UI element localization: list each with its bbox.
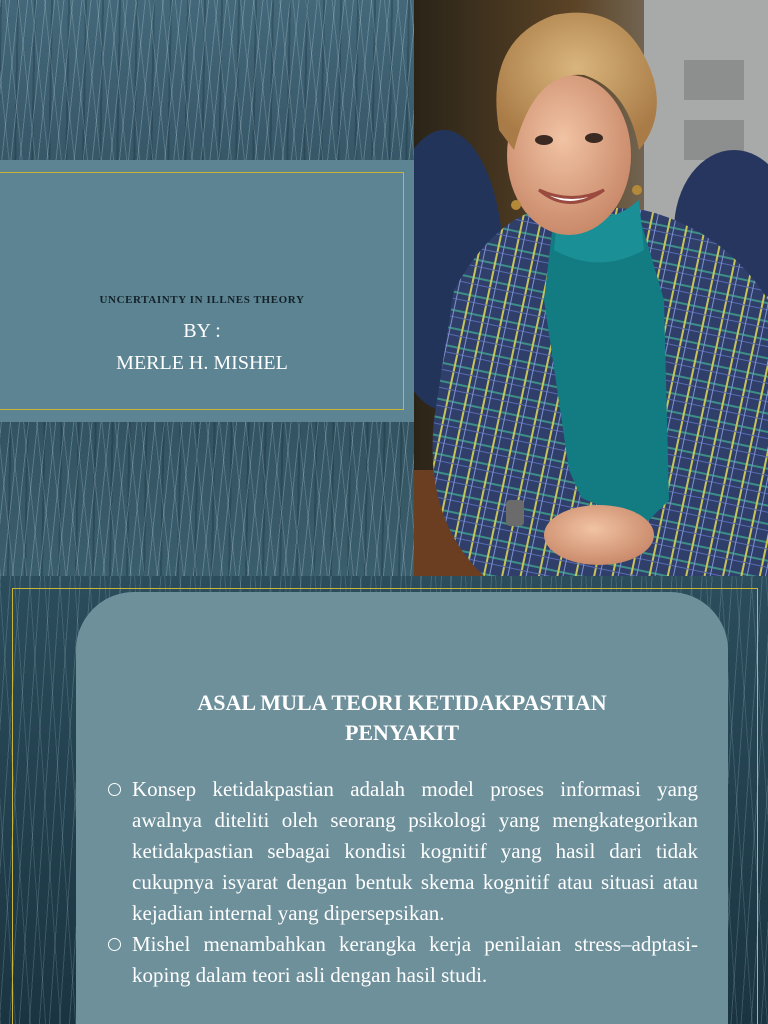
slide-heading bbox=[76, 688, 728, 748]
content-card bbox=[76, 592, 728, 1024]
heading-line: ASAL MULA TEORI KETIDAKPASTIAN bbox=[197, 690, 607, 715]
patterned-background bbox=[0, 0, 414, 576]
bullet-list bbox=[108, 774, 698, 991]
by-label: BY : bbox=[183, 320, 221, 342]
bullet-text: Konsep ketidakpastian adalah model proses informasi yang awalnya diteliti oleh seorang psikologi yang mengkategorikan ketidakpastian sebagai kondisi kognitif yang hasil dari tidak cukupnya isyarat dengan bentuk skema kognitif atau situasi atau kejadian internal yang dipersepsikan. bbox=[132, 777, 698, 925]
circle-bullet-icon bbox=[108, 938, 121, 951]
list-item bbox=[108, 929, 698, 991]
title-band bbox=[0, 160, 414, 422]
author-name: MERLE H. MISHEL bbox=[116, 352, 288, 374]
circle-bullet-icon bbox=[108, 783, 121, 796]
heading-line: PENYAKIT bbox=[344, 720, 460, 745]
content-slide bbox=[0, 576, 768, 1024]
list-item bbox=[108, 774, 698, 929]
theory-title: UNCERTAINTY IN ILLNES THEORY bbox=[99, 294, 305, 306]
portrait-image bbox=[414, 0, 768, 576]
bullet-text: Mishel menambahkan kerangka kerja penilaian stress–adptasi-koping dalam teori asli dengan hasil studi. bbox=[132, 932, 698, 987]
